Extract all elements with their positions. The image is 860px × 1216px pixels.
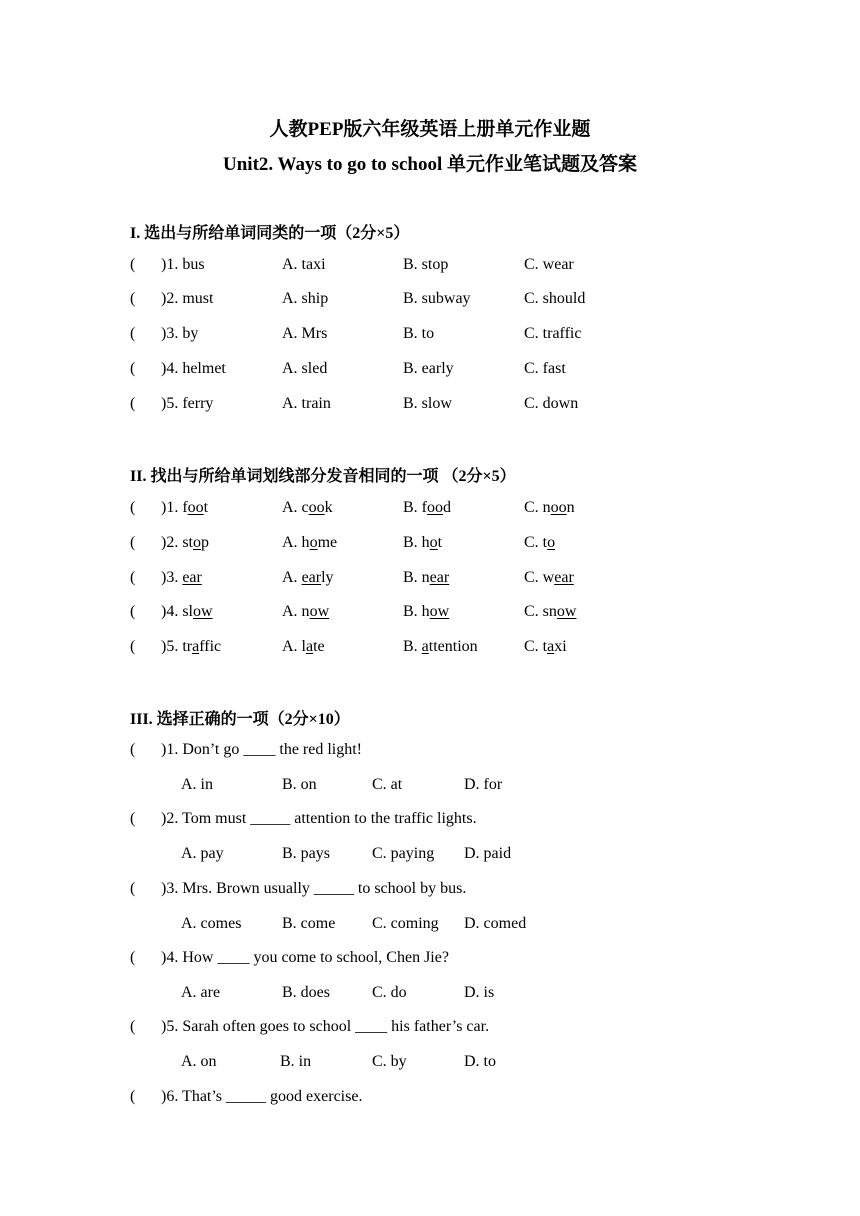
- answer-paren[interactable]: (: [130, 395, 136, 412]
- option-c: C. paying: [372, 845, 435, 862]
- option-b: B. how: [403, 603, 450, 620]
- option-c: C. do: [372, 984, 407, 1001]
- answer-paren[interactable]: (: [130, 534, 136, 551]
- question-word: )1. bus: [161, 256, 205, 273]
- option-b: B. stop: [403, 256, 449, 273]
- option-c: C. to: [524, 534, 556, 551]
- option-b: B. come: [282, 915, 336, 932]
- option-a: A. pay: [181, 845, 224, 862]
- option-b: B. near: [403, 569, 450, 586]
- option-b: B. attention: [403, 638, 478, 655]
- answer-paren[interactable]: (: [130, 1018, 136, 1035]
- answer-paren[interactable]: (: [130, 256, 136, 273]
- option-c: C. wear: [524, 569, 574, 586]
- answer-paren[interactable]: (: [130, 638, 136, 655]
- question-word: )3. ear: [161, 569, 202, 586]
- option-a: A. sled: [282, 360, 328, 377]
- option-d: D. paid: [464, 845, 512, 862]
- option-d: D. for: [464, 776, 503, 793]
- answer-paren[interactable]: (: [130, 499, 136, 516]
- option-a: A. Mrs: [282, 325, 328, 342]
- answer-paren[interactable]: (: [130, 290, 136, 307]
- question-text: )6. That’s _____ good exercise.: [161, 1088, 363, 1105]
- title-line-1: 人教PEP版六年级英语上册单元作业题: [269, 119, 591, 140]
- option-a: A. on: [181, 1053, 217, 1070]
- option-b: B. pays: [282, 845, 330, 862]
- answer-paren[interactable]: (: [130, 569, 136, 586]
- answer-paren[interactable]: (: [130, 1088, 136, 1105]
- option-c: C. down: [524, 395, 579, 412]
- option-c: C. taxi: [524, 638, 567, 655]
- option-a: A. early: [282, 569, 334, 586]
- question-text: )4. How ____ you come to school, Chen Jie?: [161, 949, 449, 966]
- option-b: B. in: [280, 1053, 312, 1070]
- option-b: B. subway: [403, 290, 471, 307]
- option-a: A. in: [181, 776, 213, 793]
- option-b: B. to: [403, 325, 435, 342]
- option-d: D. to: [464, 1053, 496, 1070]
- option-a: A. home: [282, 534, 338, 551]
- option-c: C. fast: [524, 360, 566, 377]
- question-word: )5. ferry: [161, 395, 214, 412]
- option-d: D. comed: [464, 915, 527, 932]
- option-a: A. now: [282, 603, 330, 620]
- answer-paren[interactable]: (: [130, 949, 136, 966]
- question-word: )2. stop: [161, 534, 209, 551]
- section-1-heading: I. 选出与所给单词同类的一项（2分×5）: [130, 225, 410, 242]
- question-word: )5. traffic: [161, 638, 222, 655]
- answer-paren[interactable]: (: [130, 741, 136, 758]
- answer-paren[interactable]: (: [130, 360, 136, 377]
- question-text: )5. Sarah often goes to school ____ his father’s car.: [161, 1018, 490, 1035]
- option-c: C. coming: [372, 915, 439, 932]
- option-b: B. food: [403, 499, 451, 516]
- option-a: A. late: [282, 638, 325, 655]
- option-b: B. slow: [403, 395, 452, 412]
- question-text: )3. Mrs. Brown usually _____ to school by bus.: [161, 880, 467, 897]
- option-c: C. noon: [524, 499, 575, 516]
- section-2-heading: II. 找出与所给单词划线部分发音相同的一项 （2分×5）: [130, 468, 516, 485]
- question-text: )2. Tom must _____ attention to the traffic lights.: [161, 810, 477, 827]
- question-word: )4. slow: [161, 603, 213, 620]
- option-c: C. wear: [524, 256, 574, 273]
- option-c: C. should: [524, 290, 586, 307]
- question-word: )4. helmet: [161, 360, 226, 377]
- option-b: B. does: [282, 984, 330, 1001]
- option-a: A. comes: [181, 915, 242, 932]
- option-c: C. traffic: [524, 325, 582, 342]
- option-b: B. hot: [403, 534, 443, 551]
- question-word: )1. foot: [161, 499, 209, 516]
- section-3-heading: III. 选择正确的一项（2分×10）: [130, 711, 350, 728]
- option-d: D. is: [464, 984, 495, 1001]
- option-b: B. on: [282, 776, 317, 793]
- option-c: C. snow: [524, 603, 577, 620]
- answer-paren[interactable]: (: [130, 325, 136, 342]
- title-line-2: Unit2. Ways to go to school 单元作业笔试题及答案: [223, 154, 637, 175]
- question-word: )2. must: [161, 290, 214, 307]
- option-a: A. taxi: [282, 256, 326, 273]
- option-a: A. train: [282, 395, 331, 412]
- question-word: )3. by: [161, 325, 199, 342]
- option-a: A. are: [181, 984, 221, 1001]
- answer-paren[interactable]: (: [130, 603, 136, 620]
- answer-paren[interactable]: (: [130, 880, 136, 897]
- question-text: )1. Don’t go ____ the red light!: [161, 741, 363, 758]
- option-b: B. early: [403, 360, 454, 377]
- option-a: A. cook: [282, 499, 333, 516]
- answer-paren[interactable]: (: [130, 810, 136, 827]
- option-a: A. ship: [282, 290, 329, 307]
- option-c: C. at: [372, 776, 403, 793]
- option-c: C. by: [372, 1053, 407, 1070]
